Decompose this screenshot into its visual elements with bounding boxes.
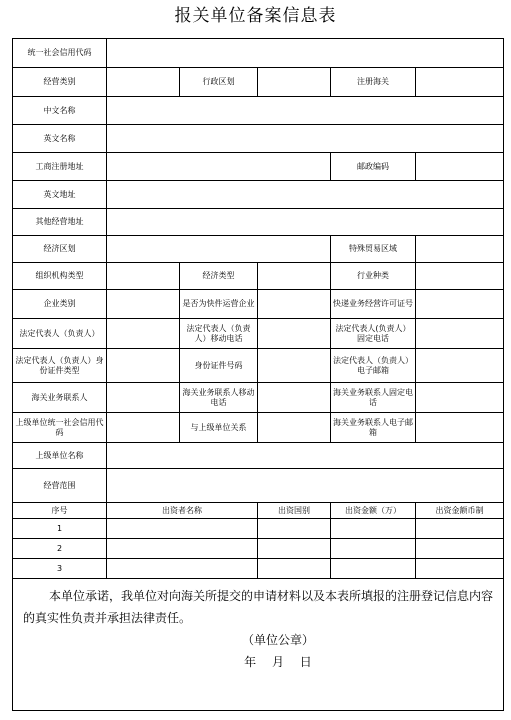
label-legal-rep-email: 法定代表人（负责人）电子邮箱 xyxy=(331,349,416,383)
investor-amount-field[interactable] xyxy=(331,559,416,579)
investor-name-field[interactable] xyxy=(107,559,258,579)
label-legal-rep-id-type: 法定代表人（负责人）身份证件类型 xyxy=(13,349,107,383)
promise-text: 本单位承诺，我单位对向海关所提交的申请材料以及本表所填报的注册登记信息内容的真实性负责并承担法律责任。 xyxy=(23,589,494,625)
table-row xyxy=(13,519,504,539)
label-business-category: 经营类别 xyxy=(13,68,107,97)
label-legal-rep: 法定代表人（负责人） xyxy=(13,319,107,349)
investor-name-field[interactable] xyxy=(107,539,258,559)
customs-registered-field[interactable] xyxy=(416,68,504,97)
customs-contact-email-field[interactable] xyxy=(416,413,504,443)
economic-zone-field[interactable] xyxy=(107,236,331,263)
label-legal-rep-mobile: 法定代表人（负责人）移动电话 xyxy=(180,319,258,349)
label-parent-credit-code: 上级单位统一社会信用代码 xyxy=(13,413,107,443)
special-trade-zone-field[interactable] xyxy=(416,236,504,263)
economic-type-field[interactable] xyxy=(258,263,331,290)
investor-name-field[interactable] xyxy=(107,519,258,539)
label-admin-region: 行政区划 xyxy=(180,68,258,97)
label-express-license: 快递业务经营许可证号 xyxy=(331,290,416,319)
label-business-scope: 经营范围 xyxy=(13,469,107,503)
reg-address-field[interactable] xyxy=(107,153,331,181)
express-license-field[interactable] xyxy=(416,290,504,319)
label-parent-name: 上级单位名称 xyxy=(13,443,107,469)
date-label: 年 月 日 xyxy=(244,655,312,669)
label-customs-contact-email: 海关业务联系人电子邮箱 xyxy=(331,413,416,443)
investor-country-field[interactable] xyxy=(258,559,331,579)
address-en-field[interactable] xyxy=(107,181,504,209)
investor-header-country: 出资国别 xyxy=(258,503,331,519)
label-is-broker: 是否为快件运营企业 xyxy=(180,290,258,319)
table-row xyxy=(13,539,504,559)
business-category-field[interactable] xyxy=(107,68,180,97)
investor-seq: 3 xyxy=(13,559,107,579)
parent-name-field[interactable] xyxy=(107,443,504,469)
legal-rep-phone-field[interactable] xyxy=(416,319,504,349)
investor-country-field[interactable] xyxy=(258,519,331,539)
label-id-number: 身份证件号码 xyxy=(180,349,258,383)
label-industry: 行业种类 xyxy=(331,263,416,290)
label-address-en: 英文地址 xyxy=(13,181,107,209)
name-en-field[interactable] xyxy=(107,125,504,153)
business-scope-field[interactable] xyxy=(107,469,504,503)
page-title: 报关单位备案信息表 xyxy=(174,6,337,26)
label-credit-code: 统一社会信用代码 xyxy=(13,39,107,68)
investor-amount-field[interactable] xyxy=(331,519,416,539)
legal-rep-mobile-field[interactable] xyxy=(258,319,331,349)
label-customs-registered: 注册海关 xyxy=(331,68,416,97)
industry-field[interactable] xyxy=(416,263,504,290)
seal-label: （单位公章） xyxy=(241,633,314,647)
promise-section xyxy=(13,579,504,711)
label-customs-contact-phone: 海关业务联系人固定电话 xyxy=(331,383,416,413)
id-number-field[interactable] xyxy=(258,349,331,383)
legal-rep-id-type-field[interactable] xyxy=(107,349,180,383)
parent-relation-field[interactable] xyxy=(258,413,331,443)
label-legal-rep-phone: 法定代表人(负责人）固定电话 xyxy=(331,319,416,349)
investor-header-currency: 出资金额币制 xyxy=(416,503,504,519)
investor-header-name: 出资者名称 xyxy=(107,503,258,519)
enterprise-category-field[interactable] xyxy=(107,290,180,319)
credit-code-field[interactable] xyxy=(107,39,504,68)
postal-code-field[interactable] xyxy=(416,153,504,181)
label-economic-type: 经济类型 xyxy=(180,263,258,290)
label-org-type: 组织机构类型 xyxy=(13,263,107,290)
admin-region-field[interactable] xyxy=(258,68,331,97)
label-economic-zone: 经济区划 xyxy=(13,236,107,263)
legal-rep-email-field[interactable] xyxy=(416,349,504,383)
customs-contact-mobile-field[interactable] xyxy=(258,383,331,413)
label-customs-contact: 海关业务联系人 xyxy=(13,383,107,413)
label-special-trade-zone: 特殊贸易区域 xyxy=(331,236,416,263)
is-broker-field[interactable] xyxy=(258,290,331,319)
investor-country-field[interactable] xyxy=(258,539,331,559)
registration-form-table xyxy=(12,38,504,711)
label-reg-address: 工商注册地址 xyxy=(13,153,107,181)
label-name-cn: 中文名称 xyxy=(13,97,107,125)
investor-seq: 1 xyxy=(13,519,107,539)
label-customs-contact-mobile: 海关业务联系人移动电话 xyxy=(180,383,258,413)
customs-contact-phone-field[interactable] xyxy=(416,383,504,413)
label-parent-relation: 与上级单位关系 xyxy=(180,413,258,443)
investor-currency-field[interactable] xyxy=(416,519,504,539)
investor-seq: 2 xyxy=(13,539,107,559)
org-type-field[interactable] xyxy=(107,263,180,290)
other-address-field[interactable] xyxy=(107,209,504,236)
label-enterprise-category: 企业类别 xyxy=(13,290,107,319)
customs-contact-field[interactable] xyxy=(107,383,180,413)
name-cn-field[interactable] xyxy=(107,97,504,125)
investor-currency-field[interactable] xyxy=(416,559,504,579)
investor-currency-field[interactable] xyxy=(416,539,504,559)
parent-credit-code-field[interactable] xyxy=(107,413,180,443)
label-other-address: 其他经营地址 xyxy=(13,209,107,236)
investor-header-row xyxy=(13,503,504,519)
investor-amount-field[interactable] xyxy=(331,539,416,559)
table-row xyxy=(13,559,504,579)
investor-header-amount: 出资金额（万） xyxy=(331,503,416,519)
label-name-en: 英文名称 xyxy=(13,125,107,153)
label-postal-code: 邮政编码 xyxy=(331,153,416,181)
legal-rep-field[interactable] xyxy=(107,319,180,349)
investor-header-seq: 序号 xyxy=(13,503,107,519)
